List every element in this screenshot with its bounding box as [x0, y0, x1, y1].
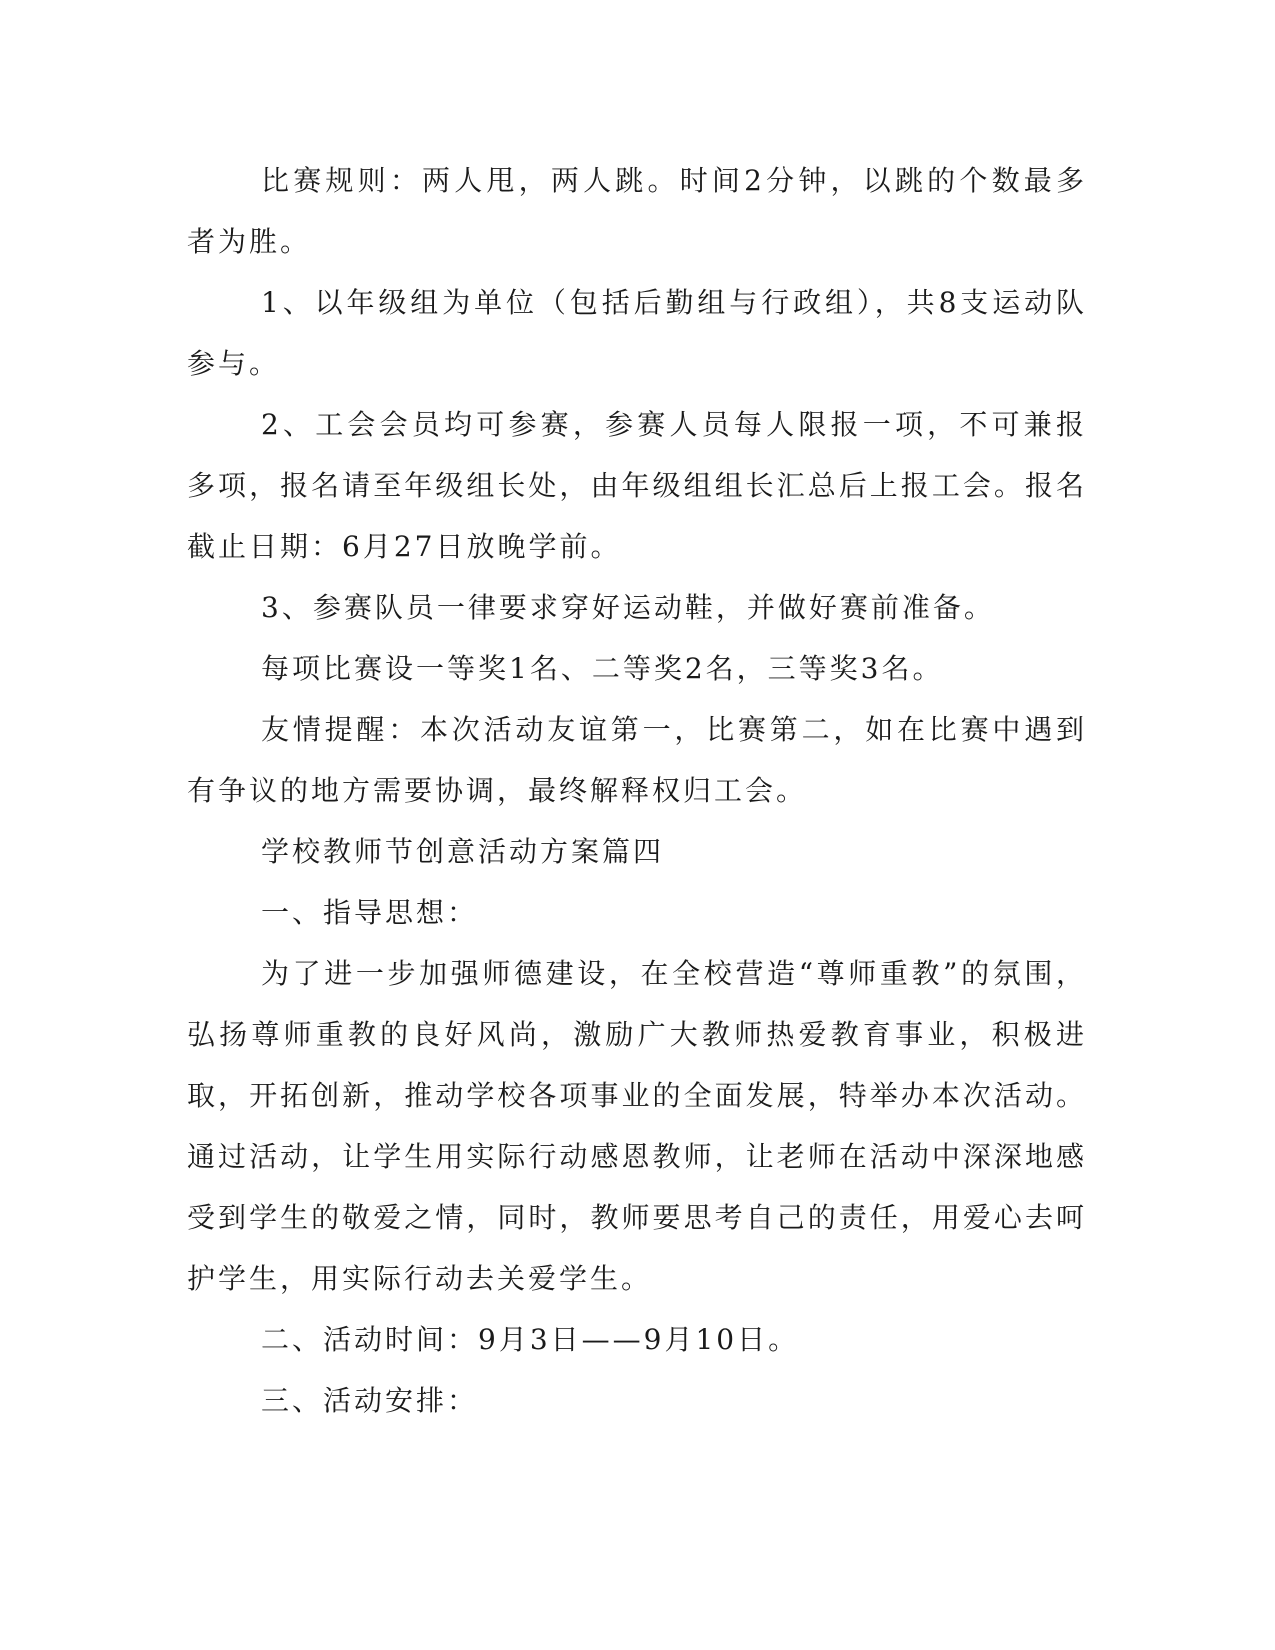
- paragraph-item-1: 1、以年级组为单位（包括后勤组与行政组），共8支运动队参与。: [187, 286, 1087, 380]
- paragraph-competition-rules: 比赛规则：两人甩，两人跳。时间2分钟，以跳的个数最多者为胜。: [187, 164, 1087, 258]
- paragraph-awards: 每项比赛设一等奖1名、二等奖2名，三等奖3名。: [261, 652, 944, 685]
- paragraph-activity-time: 二、活动时间：9月3日——9月10日。: [261, 1323, 800, 1356]
- paragraph-guiding-ideology: 为了进一步加强师德建设，在全校营造“尊师重教”的氛围，弘扬尊师重教的良好风尚，激励广大教师热爱教育事业，积极进取，开拓创新，推动学校各项事业的全面发展，特举办本次活动。通过活动，让学生用实际行动感恩教师，让老师在活动中深深地感受到学生的敬爱之情，同时，教师要思考自己的责任，用爱心去呵护学生，用实际行动去关爱学生。: [187, 957, 1087, 1295]
- paragraph-item-3: 3、参赛队员一律要求穿好运动鞋，并做好赛前准备。: [261, 591, 995, 624]
- section-title: 学校教师节创意活动方案篇四: [261, 835, 665, 868]
- paragraph-reminder: 友情提醒：本次活动友谊第一，比赛第二，如在比赛中遇到有争议的地方需要协调，最终解释权归工会。: [187, 713, 1087, 807]
- document-body: [187, 150, 1087, 1431]
- heading-activity-arrangement: 三、活动安排：: [261, 1384, 479, 1417]
- paragraph-item-2: 2、工会会员均可参赛，参赛人员每人限报一项，不可兼报多项，报名请至年级组长处，由年级组组长汇总后上报工会。报名截止日期：6月27日放晚学前。: [187, 408, 1087, 563]
- heading-guiding-ideology: 一、指导思想：: [261, 896, 479, 929]
